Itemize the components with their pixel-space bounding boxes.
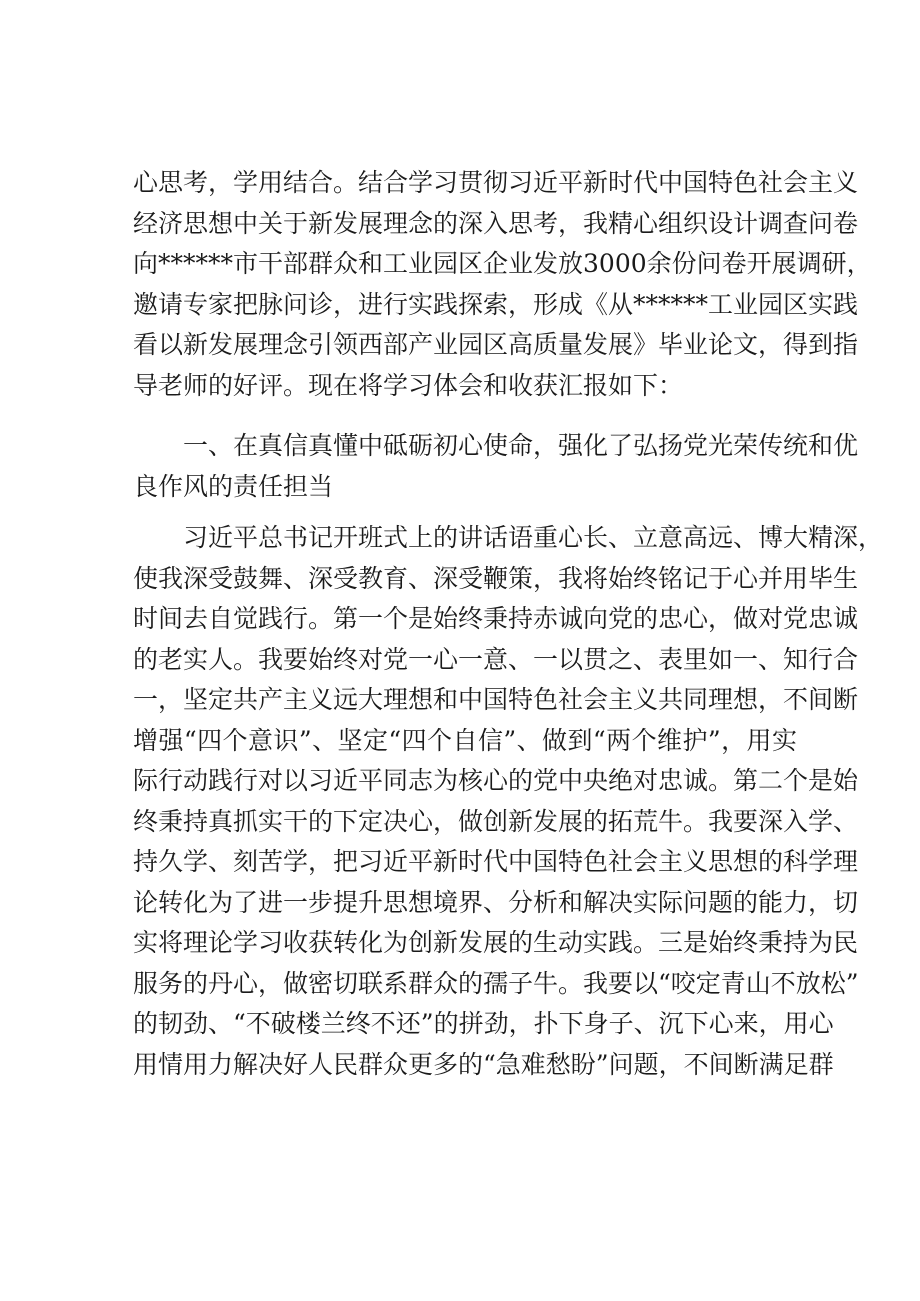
text-line: 看以新发展理念引领西部产业园区高质量发展》毕业论文，得到指 — [133, 330, 859, 359]
heading-line: 一、在真信真懂中砥砺初心使命，强化了弘扬党光荣传统和优 — [183, 431, 859, 460]
text-line: 使我深受鼓舞、深受教育、深受鞭策，我将始终铭记于心并用毕生 — [133, 563, 859, 593]
text-line: 向******市干部群众和工业园区企业发放3000余份问卷开展调研， — [133, 249, 872, 278]
text-line: 服务的丹心，做密切联系群众的孺子牛。我要以“咬定青山不放松” — [133, 968, 859, 998]
text-line: 终秉持真抓实干的下定决心，做创新发展的拓荒牛。我要深入学、 — [133, 806, 859, 836]
text-line: 增强“四个意识”、坚定“四个自信”、做到“两个维护”，用实 — [133, 725, 797, 755]
body-paragraph — [133, 518, 884, 1085]
text-line: 的老实人。我要始终对党一心一意、一以贯之、表里如一、知行合 — [133, 644, 859, 674]
text-line: 心思考，学用结合。结合学习贯彻习近平新时代中国特色社会主义 — [133, 168, 859, 197]
text-line: 时间去自觉践行。第一个是始终秉持赤诚向党的忠心，做对党忠诚 — [133, 604, 859, 633]
text-line: 习近平总书记开班式上的讲话语重心长、立意高远、博大精深， — [183, 523, 884, 552]
text-line: 实将理论学习收获转化为创新发展的生动实践。三是始终秉持为民 — [133, 928, 859, 957]
text-line: 用情用力解决好人民群众更多的“急难愁盼”问题，不间断满足群 — [133, 1049, 834, 1079]
text-line: 导老师的好评。现在将学习体会和收获汇报如下： — [133, 370, 684, 400]
text-line: 一，坚定共产主义远大理想和中国特色社会主义共同理想，不间断 — [133, 685, 859, 714]
text-line: 邀请专家把脉问诊，进行实践探索，形成《从******工业园区实践 — [133, 289, 859, 319]
text-line: 持久学、刻苦学，把习近平新时代中国特色社会主义思想的科学理 — [133, 847, 859, 876]
section-heading — [133, 426, 859, 507]
text-line: 经济思想中关于新发展理念的深入思考，我精心组织设计调查问卷 — [133, 208, 859, 238]
text-line: 论转化为了进一步提升思想境界、分析和解决实际问题的能力，切 — [133, 887, 859, 917]
text-line: 际行动践行对以习近平同志为核心的党中央绝对忠诚。第二个是始 — [133, 766, 859, 795]
text-line: 的韧劲、“不破楼兰终不还”的拼劲，扑下身子、沉下心来，用心 — [133, 1009, 834, 1038]
heading-line: 良作风的责任担当 — [133, 471, 334, 501]
paragraph-continuation — [133, 163, 872, 406]
